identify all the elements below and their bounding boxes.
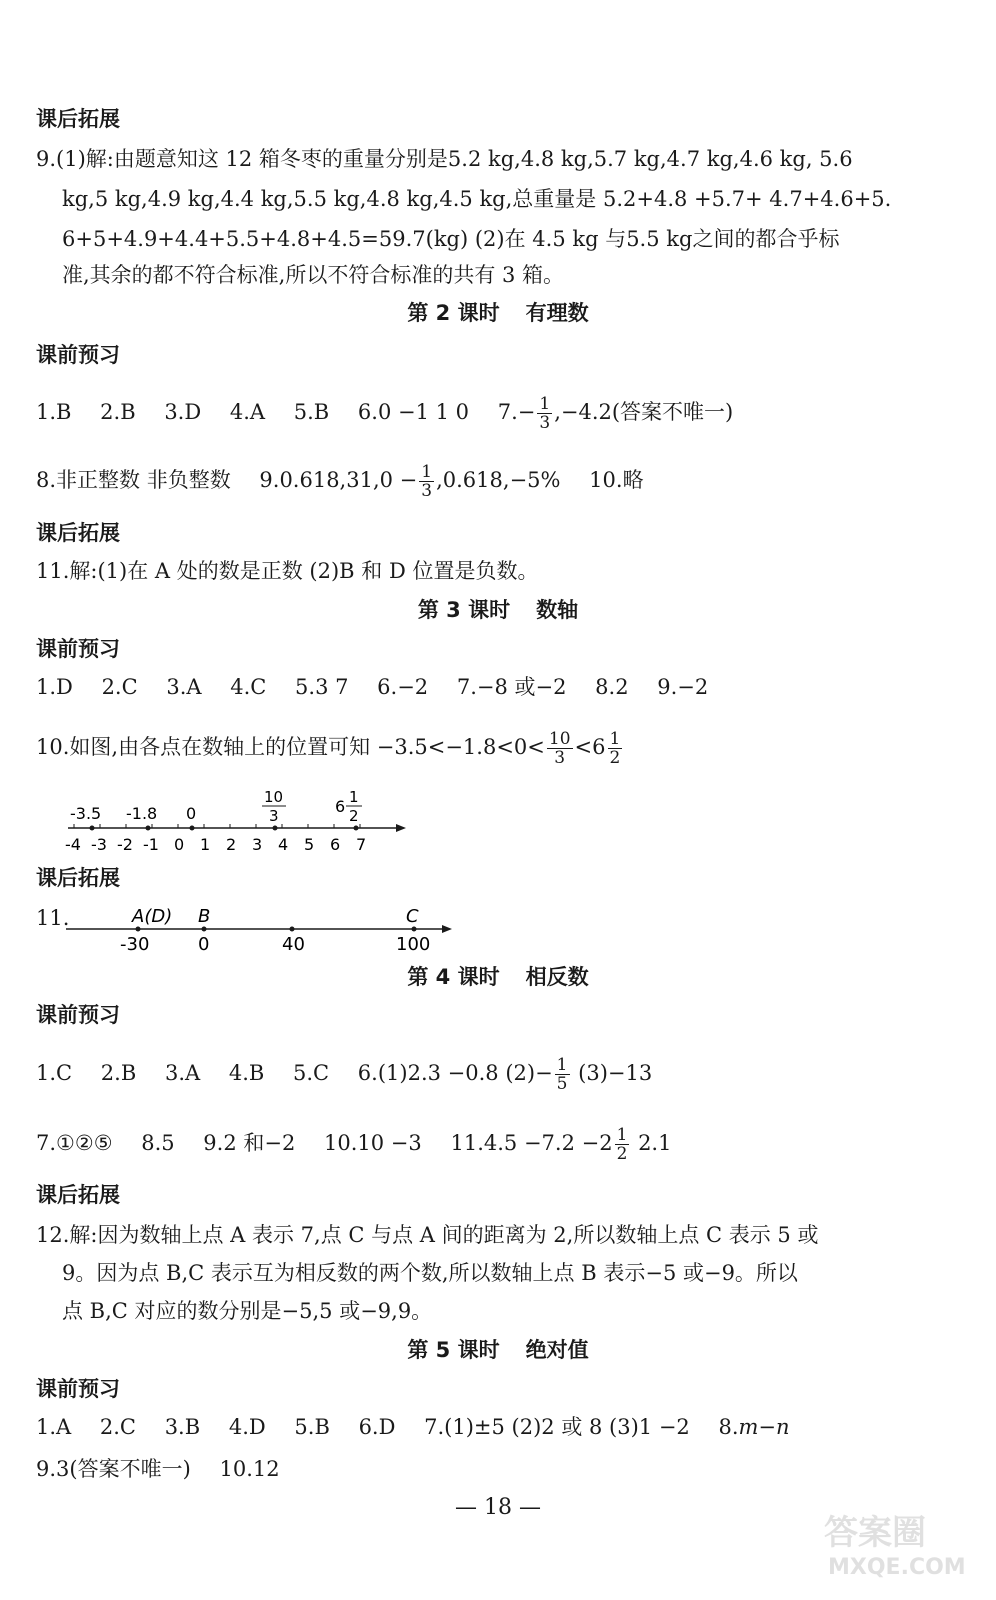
denominator: 3 xyxy=(554,748,566,768)
denominator: 2 xyxy=(609,748,621,768)
point-label: 0 xyxy=(186,804,197,823)
point-marker xyxy=(273,826,278,831)
answer: 2.C xyxy=(99,1415,136,1439)
answer-12-line-1: 12.解:因为数轴上点 A 表示 7,点 C 与点 A 间的距离为 2,所以数轴上点 C 表示 5 或 xyxy=(36,1223,819,1247)
point-label-c: C xyxy=(406,906,419,927)
answer-10 xyxy=(36,730,624,767)
answer-9-line-2: kg,5 kg,4.9 kg,4.4 kg,5.5 kg,4.8 kg,4.5 kg,总重量是 5.2+4.8 +5.7+ 4.7+4.6+5. xyxy=(62,187,892,211)
answer-prefix: 11.4.5 −7.2 −2 xyxy=(450,1131,613,1155)
answer-9-line-3: 6+5+4.9+4.4+5.5+4.8+4.5=59.7(kg) (2)在 4.5 kg 与5.5 kg之间的都合乎标 xyxy=(62,227,840,251)
number-line-diagram xyxy=(60,782,420,862)
section-heading: 课前预习 xyxy=(36,637,120,661)
numerator: 1 xyxy=(616,1125,628,1145)
answer: 2.C xyxy=(101,675,138,699)
answer xyxy=(450,1125,672,1164)
answer-suffix: 2.1 xyxy=(631,1131,672,1155)
answer xyxy=(718,1415,789,1439)
section-heading: 课后拓展 xyxy=(36,521,120,545)
lesson-number: 第 4 课时 xyxy=(407,965,500,989)
answer xyxy=(497,394,734,433)
tick-label: 1 xyxy=(200,835,211,854)
answer: 9.−2 xyxy=(657,675,709,699)
expression: m−n xyxy=(738,1415,790,1439)
section-heading: 课后拓展 xyxy=(36,107,120,131)
numerator: 1 xyxy=(609,729,621,749)
answer: 3.D xyxy=(164,400,202,424)
answers-row xyxy=(36,672,708,702)
lesson-title: 绝对值 xyxy=(525,1338,589,1362)
answer-12-line-3: 点 B,C 对应的数分别是−5,5 或−9,9。 xyxy=(62,1299,433,1323)
tick-label: 40 xyxy=(282,934,305,955)
point-marker xyxy=(90,826,95,831)
answer: 8.5 xyxy=(141,1131,175,1155)
lesson-number: 第 5 课时 xyxy=(407,1338,500,1362)
point-marker xyxy=(290,927,295,932)
answer: 2.B xyxy=(100,400,136,424)
tick-label: 2 xyxy=(226,835,237,854)
answer-9-line-4: 准,其余的都不符合标准,所以不符合标准的共有 3 箱。 xyxy=(62,263,565,287)
answer: 4.A xyxy=(229,400,266,424)
point-marker xyxy=(190,826,195,831)
answer: 8.2 xyxy=(595,675,629,699)
answer-11-label: 11. xyxy=(36,906,70,930)
tick-label: -4 xyxy=(65,835,81,854)
answer: 5.C xyxy=(293,1061,330,1085)
answer: 10.12 xyxy=(219,1457,280,1481)
point-marker xyxy=(202,927,207,932)
answer: 7.(1)±5 (2)2 或 8 (3)1 −2 xyxy=(424,1415,690,1439)
answer: 1.D xyxy=(36,675,73,699)
answer: 9.2 和−2 xyxy=(203,1131,296,1155)
answer-prefix: 9.0.618,31,0 − xyxy=(259,468,418,492)
point-marker xyxy=(412,927,417,932)
point-marker xyxy=(146,826,151,831)
answer: 1.B xyxy=(36,400,72,424)
lesson-title: 相反数 xyxy=(525,965,589,989)
watermark-logo xyxy=(818,1502,978,1582)
answer-9-line-1: 9.(1)解:由题意知这 12 箱冬枣的重量分别是5.2 kg,4.8 kg,5.7 kg,4.7 kg,4.6 kg, 5.6 xyxy=(36,147,853,171)
answer-prefix: 10.如图,由各点在数轴上的位置可知 −3.5<−1.8<0< xyxy=(36,735,545,759)
denominator: 3 xyxy=(539,413,551,433)
answer: 3.A xyxy=(164,1061,201,1085)
answer: 10.10 −3 xyxy=(324,1131,422,1155)
numerator: 1 xyxy=(421,462,433,482)
axis-arrow xyxy=(396,824,406,832)
answer: 6.0 −1 1 0 xyxy=(357,400,470,424)
lesson-title: 数轴 xyxy=(536,598,579,622)
answer: 9.3(答案不唯一) xyxy=(36,1457,191,1481)
fraction xyxy=(419,463,434,500)
section-heading: 课前预习 xyxy=(36,1003,120,1027)
lesson-4-heading xyxy=(0,962,996,992)
tick-label: 5 xyxy=(304,835,315,854)
answer-middle: <6 xyxy=(574,735,606,759)
tick-label: 6 xyxy=(330,835,341,854)
point-label-a: A(D) xyxy=(132,906,173,927)
answer: 7.①②⑤ xyxy=(36,1131,113,1155)
answer: 1.A xyxy=(36,1415,72,1439)
answer: 3.A xyxy=(166,675,202,699)
fraction xyxy=(555,1056,570,1093)
page-number: — 18 — xyxy=(455,1495,541,1520)
answer: 10.略 xyxy=(589,468,644,492)
fraction xyxy=(608,730,623,767)
section-heading: 课后拓展 xyxy=(36,866,120,890)
fraction xyxy=(615,1126,630,1163)
section-heading: 课前预习 xyxy=(36,343,120,367)
answer: 4.D xyxy=(228,1415,266,1439)
answer-suffix: (3)−13 xyxy=(571,1061,653,1085)
tick-label: 0 xyxy=(174,835,185,854)
lesson-number: 第 3 课时 xyxy=(417,598,511,622)
lesson-title: 有理数 xyxy=(525,301,589,325)
answer: 4.B xyxy=(228,1061,265,1085)
answer: 6.D xyxy=(358,1415,396,1439)
number-line-diagram-2 xyxy=(66,900,466,960)
tick-label: 7 xyxy=(356,835,367,854)
answer: 2.B xyxy=(100,1061,137,1085)
tick-label: 4 xyxy=(278,835,289,854)
lesson-number: 第 2 课时 xyxy=(407,301,500,325)
fraction-denominator: 2 xyxy=(349,807,359,825)
lesson-3-heading xyxy=(0,595,996,625)
fraction xyxy=(547,730,573,767)
tick-label: -3 xyxy=(91,835,107,854)
tick-label: 3 xyxy=(252,835,263,854)
denominator: 5 xyxy=(556,1074,568,1094)
tick-label: 0 xyxy=(198,934,210,955)
tick-label: -2 xyxy=(117,835,133,854)
mixed-whole: 6 xyxy=(335,797,346,816)
answer-prefix: 7.− xyxy=(497,400,536,424)
answer: 1.C xyxy=(36,1061,73,1085)
answer-suffix: ,−4.2(答案不唯一) xyxy=(554,400,734,424)
tick-label: -30 xyxy=(120,934,150,955)
numerator: 1 xyxy=(556,1055,568,1075)
answer xyxy=(259,462,561,501)
tick-label: 100 xyxy=(396,934,431,955)
tick-label: -1 xyxy=(143,835,159,854)
fraction-denominator: 3 xyxy=(269,807,279,825)
numerator: 10 xyxy=(548,729,571,749)
answer: 4.C xyxy=(230,675,267,699)
answers-row xyxy=(36,395,733,432)
answers-row xyxy=(36,1056,652,1093)
section-heading: 课前预习 xyxy=(36,1377,120,1401)
answer: 8.非正整数 非负整数 xyxy=(36,468,231,492)
denominator: 3 xyxy=(421,481,433,501)
point-label: -1.8 xyxy=(126,804,158,823)
answers-row xyxy=(36,1454,280,1484)
answer: 3.B xyxy=(164,1415,201,1439)
answer-prefix: 6.(1)2.3 −0.8 (2)− xyxy=(357,1061,553,1085)
point-label: -3.5 xyxy=(70,804,102,823)
watermark-url: MXQE.COM xyxy=(828,1555,966,1580)
axis-arrow xyxy=(442,925,452,933)
answer: 5.3 7 xyxy=(295,675,349,699)
answer-suffix: ,0.618,−5% xyxy=(436,468,561,492)
answer-prefix: 8. xyxy=(718,1415,739,1439)
answer: 6.−2 xyxy=(377,675,429,699)
answer xyxy=(357,1055,653,1094)
lesson-5-heading xyxy=(0,1335,996,1365)
fraction xyxy=(537,395,552,432)
watermark-text: 答案圈 xyxy=(824,1513,926,1553)
answer: 5.B xyxy=(294,1415,330,1439)
answers-row xyxy=(36,1412,790,1442)
lesson-2-heading xyxy=(0,298,996,328)
answer: 5.B xyxy=(293,400,330,424)
denominator: 2 xyxy=(616,1144,628,1164)
answers-row xyxy=(36,1126,671,1163)
point-marker xyxy=(136,927,141,932)
point-label-b: B xyxy=(198,906,211,927)
numerator: 1 xyxy=(539,394,551,414)
fraction-numerator: 10 xyxy=(264,788,284,806)
answers-row xyxy=(36,463,644,500)
section-heading: 课后拓展 xyxy=(36,1183,120,1207)
answer-12-line-2: 9。因为点 B,C 表示互为相反数的两个数,所以数轴上点 B 表示−5 或−9。所以 xyxy=(62,1261,798,1285)
answer-11: 11.解:(1)在 A 处的数是正数 (2)B 和 D 位置是负数。 xyxy=(36,559,539,583)
point-marker xyxy=(354,826,359,831)
fraction-numerator: 1 xyxy=(349,788,359,806)
answer: 7.−8 或−2 xyxy=(456,675,567,699)
